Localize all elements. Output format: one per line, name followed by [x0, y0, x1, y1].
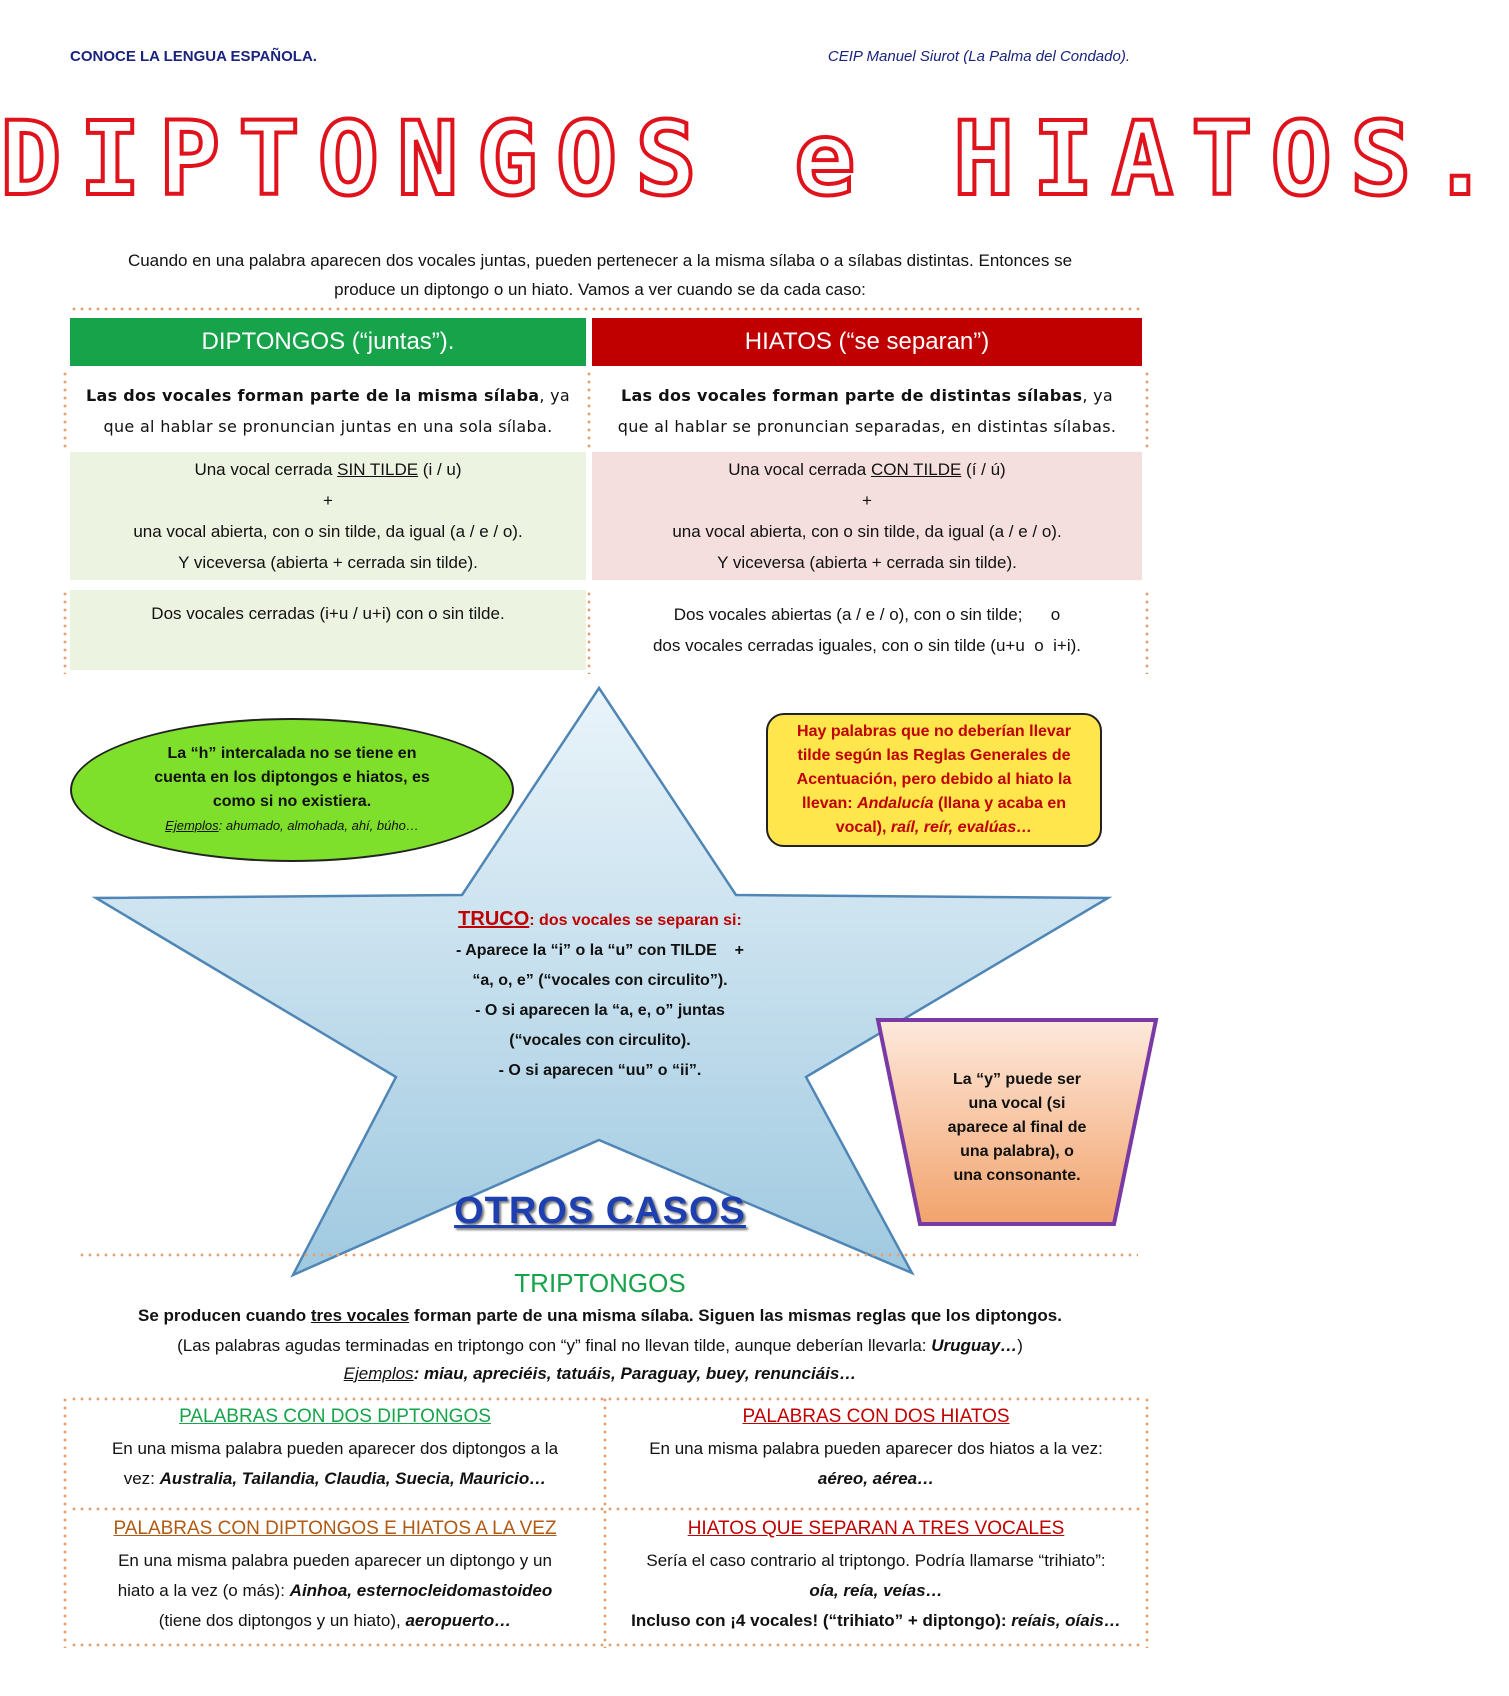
hiatos-plus: +	[862, 491, 872, 510]
hiatos-r2-line2: dos vocales cerradas iguales, con o sin tilde (u+u o i+i).	[652, 636, 1082, 655]
diptongos-hiatos-l3-pre: (tiene dos diptongos y un hiato),	[158, 1611, 406, 1630]
hiatos-r2-line1: Dos vocales abiertas (a / e / o), con o sin tilde; o	[673, 605, 1061, 624]
diptongos-def-rest: , ya	[539, 386, 570, 405]
triptongos-l1-post: forman parte de una misma sílaba. Siguen las mismas reglas que los diptongos.	[409, 1306, 1062, 1325]
diptongos-hiatos-l3-italic: aeropuerto…	[405, 1611, 512, 1630]
triptongos-l2-pre: (Las palabras agudas terminadas en triptongo con “y” final no llevan tilde, aunque deberían llevarla:	[177, 1336, 932, 1355]
hiatos-rule-2	[592, 590, 1142, 670]
y-note-line-2: una vocal (si	[968, 1095, 1066, 1112]
dotted-border	[62, 1396, 68, 1648]
hiatos-r1-pre: Una vocal cerrada	[728, 460, 871, 479]
hiatos-rule-1	[592, 452, 1142, 580]
h-note-examples: : ahumado, almohada, ahí, búho…	[218, 818, 419, 833]
hiatos-r1-underlined: CON TILDE	[870, 460, 962, 479]
dos-hiatos-box	[610, 1406, 1142, 1494]
diptongos-hiatos-l2-italic: Ainhoa, esternocleidomastoideo	[289, 1581, 553, 1600]
dotted-border	[1144, 1396, 1150, 1648]
hiatos-r1-line3: una vocal abierta, con o sin tilde, da igual (a / e / o).	[672, 522, 1062, 541]
diptongos-rule-1	[70, 452, 586, 580]
diptongos-r1-pre: Una vocal cerrada	[194, 460, 338, 479]
truco-text	[380, 904, 820, 1086]
diptongos-definition	[70, 376, 586, 446]
triptongos-examples-label: Ejemplos	[343, 1364, 414, 1383]
truco-line-4: - O si aparecen la “a, e, o” juntas	[475, 1002, 725, 1019]
diptongos-plus: +	[323, 491, 333, 510]
dotted-border	[62, 370, 68, 450]
truco-line-5: (“vocales con circulito).	[509, 1032, 691, 1049]
triptongos-examples	[0, 1364, 1200, 1384]
diptongos-r2: Dos vocales cerradas (i+u / u+i) con o sin tilde.	[151, 604, 505, 623]
dotted-border	[1144, 590, 1150, 674]
hiatos-r1-post: (í / ú)	[961, 460, 1006, 479]
h-note-examples-label: Ejemplos	[165, 818, 219, 833]
tilde-note-l5-pre: vocal),	[835, 819, 891, 836]
tilde-note-line-2: tilde según las Reglas Generales de	[797, 747, 1071, 764]
triptongos-line-2	[0, 1336, 1200, 1356]
tilde-note-l4-post: (llana y acaba en	[933, 795, 1067, 812]
page-title: DIPTONGOS e HIATOS.	[0, 100, 1509, 219]
truco-line-6: - O si aparecen “uu” o “ii”.	[498, 1062, 702, 1079]
hiatos-r1-line4: Y viceversa (abierta + cerrada sin tilde).	[717, 553, 1017, 572]
h-note-line-1: La “h” intercalada no se tiene en	[167, 745, 417, 762]
intro-text	[62, 246, 1138, 304]
dotted-border	[586, 370, 592, 450]
diptongos-hiatos-l2-pre: hiato a la vez (o más):	[117, 1581, 290, 1600]
tilde-note	[766, 713, 1102, 847]
tilde-note-l4-pre: llevan:	[801, 795, 858, 812]
truco-intro: : dos vocales se separan si:	[529, 912, 742, 929]
dos-diptongos-examples: Australia, Tailandia, Claudia, Suecia, Mauricio…	[159, 1469, 547, 1488]
triptongos-examples-text: : miau, apreciéis, tatuáis, Paraguay, buey, renunciáis…	[413, 1364, 857, 1383]
dotted-border	[1144, 370, 1150, 450]
header-right: CEIP Manuel Siurot (La Palma del Condado).	[827, 48, 1130, 65]
hiatos-heading: HIATOS (“se separan”)	[592, 318, 1142, 366]
y-note-line-1: La “y” puede ser	[952, 1071, 1082, 1088]
intro-line-1: Cuando en una palabra aparecen dos vocales juntas, pueden pertenecer a la misma sílaba o a sílabas distintas. Entonces se	[127, 251, 1073, 270]
hiatos-def-rest: , ya	[1082, 386, 1114, 405]
tres-vocales-examples: oía, reía, veías…	[809, 1581, 943, 1600]
dos-diptongos-box	[70, 1406, 600, 1494]
header-left: CONOCE LA LENGUA ESPAÑOLA.	[70, 48, 317, 65]
hiatos-definition	[592, 376, 1142, 446]
diptongos-r1-underlined: SIN TILDE	[337, 460, 419, 479]
triptongos-line-1	[0, 1306, 1200, 1326]
triptongos-l2-post: )	[1017, 1336, 1023, 1355]
dotted-border	[62, 590, 68, 674]
truco-line-2: - Aparece la “i” o la “u” con TILDE +	[456, 942, 744, 959]
y-note-line-4: una palabra), o	[960, 1143, 1074, 1160]
dotted-divider	[78, 1252, 1138, 1258]
truco-label: TRUCO	[458, 908, 530, 930]
diptongos-r1-line3: una vocal abierta, con o sin tilde, da igual (a / e / o).	[133, 522, 523, 541]
diptongos-r1-post: (i / u)	[418, 460, 462, 479]
triptongos-heading: TRIPTONGOS	[514, 1268, 686, 1298]
dos-diptongos-line-1: En una misma palabra pueden aparecer dos diptongos a la	[111, 1439, 559, 1458]
dos-hiatos-line-1: En una misma palabra pueden aparecer dos hiatos a la vez:	[649, 1439, 1103, 1458]
y-note	[910, 1068, 1124, 1188]
diptongos-hiatos-line-1: En una misma palabra pueden aparecer un diptongo y un	[118, 1551, 552, 1570]
intro-line-2: produce un diptongo o un hiato. Vamos a ver cuando se da cada caso:	[334, 280, 866, 299]
diptongos-heading: DIPTONGOS (“juntas”).	[70, 318, 586, 366]
h-note	[70, 718, 514, 862]
truco-line-3: “a, o, e” (“vocales con circulito”).	[472, 972, 728, 989]
otros-casos-heading: OTROS CASOS	[454, 1190, 746, 1232]
tres-vocales-line-1: Sería el caso contrario al triptongo. Podría llamarse “trihiato”:	[646, 1551, 1106, 1570]
diptongos-rule-2	[70, 590, 586, 670]
tres-vocales-heading: HIATOS QUE SEPARAN A TRES VOCALES	[687, 1518, 1065, 1539]
tres-vocales-l3-italic: reíais, oíais…	[1011, 1611, 1121, 1630]
dotted-divider	[70, 306, 1142, 312]
diptongos-r1-line4: Y viceversa (abierta + cerrada sin tilde).	[178, 553, 478, 572]
y-note-line-3: aparece al final de	[947, 1119, 1087, 1136]
h-note-line-2: cuenta en los diptongos e hiatos, es	[154, 769, 430, 786]
dotted-border	[586, 590, 592, 674]
diptongos-def-line2: que al hablar se pronuncian juntas en una sola sílaba.	[103, 417, 553, 436]
tilde-note-l4-italic: Andalucía	[857, 795, 934, 812]
triptongos-l1-pre: Se producen cuando	[138, 1306, 311, 1325]
dos-hiatos-heading: PALABRAS CON DOS HIATOS	[742, 1406, 1010, 1427]
diptongos-hiatos-box	[70, 1518, 600, 1636]
tilde-note-l5-italic: raíl, reír, evalúas…	[890, 819, 1033, 836]
dos-diptongos-heading: PALABRAS CON DOS DIPTONGOS	[179, 1406, 491, 1427]
tilde-note-line-1: Hay palabras que no deberían llevar	[797, 723, 1071, 740]
diptongos-def-bold: Las dos vocales forman parte de la misma sílaba	[86, 386, 540, 405]
hiatos-def-line2: que al hablar se pronuncian separadas, en distintas sílabas.	[617, 417, 1117, 436]
triptongos-l2-italic: Uruguay…	[931, 1336, 1018, 1355]
triptongos-l1-underlined: tres vocales	[310, 1306, 410, 1325]
hiatos-def-bold: Las dos vocales forman parte de distintas sílabas	[620, 386, 1083, 405]
tres-vocales-box	[610, 1518, 1142, 1636]
dos-diptongos-l2-pre: vez:	[123, 1469, 160, 1488]
dos-hiatos-examples: aéreo, aérea…	[817, 1469, 935, 1488]
dotted-border	[602, 1396, 608, 1648]
tres-vocales-l3-pre: Incluso con ¡4 vocales! (“trihiato” + diptongo):	[631, 1611, 1012, 1630]
h-note-line-3: como si no existiera.	[212, 793, 372, 810]
tilde-note-line-3: Acentuación, pero debido al hiato la	[796, 771, 1072, 788]
y-note-line-5: una consonante.	[953, 1167, 1081, 1184]
diptongos-hiatos-heading: PALABRAS CON DIPTONGOS E HIATOS A LA VEZ	[113, 1518, 557, 1539]
